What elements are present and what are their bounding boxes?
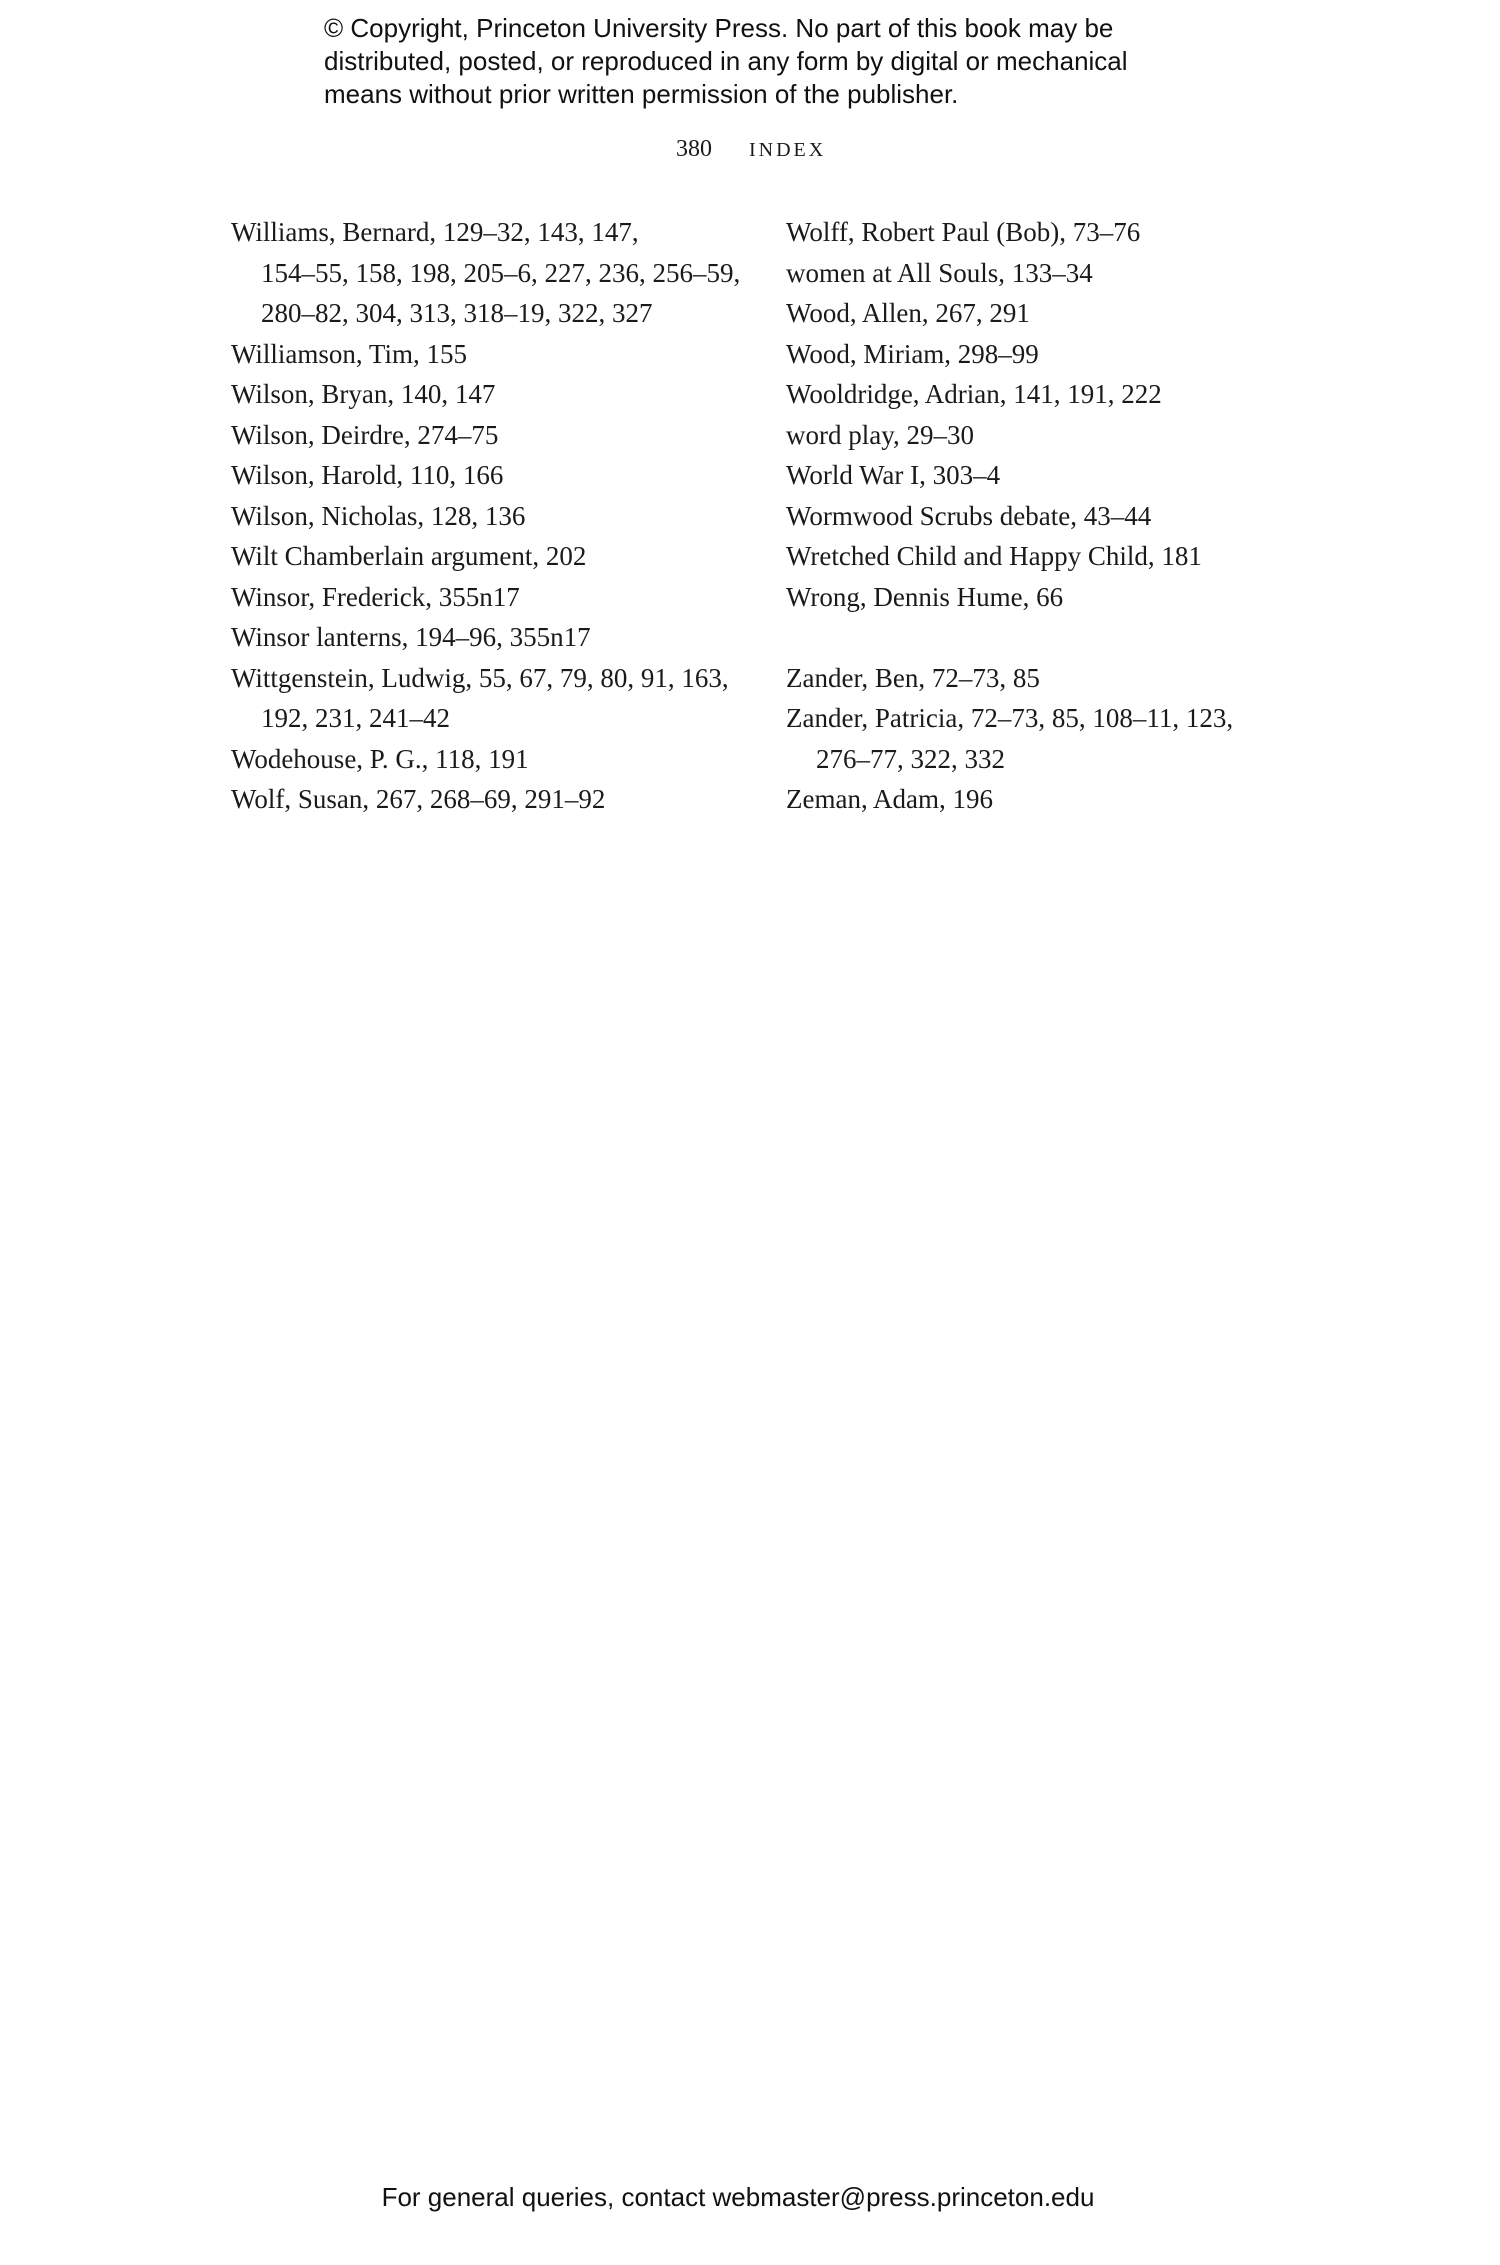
index-entry [786, 577, 1346, 618]
index-entry-continuation: 154–55, 158, 198, 205–6, 227, 236, 256–59, [261, 257, 741, 288]
index-entry-heading: Wilson, Bryan, 140, 147 [231, 379, 496, 409]
index-entry [786, 212, 1346, 253]
index-entry [231, 577, 751, 618]
index-entry [786, 779, 1346, 820]
index-entry-heading: Wooldridge, Adrian, 141, 191, 222 [786, 379, 1162, 409]
index-entry-heading: Wood, Allen, 267, 291 [786, 298, 1030, 328]
index-entry [786, 496, 1346, 537]
index-entry-heading: Williamson, Tim, 155 [231, 338, 467, 369]
index-entry-heading: Wilt Chamberlain argument, 202 [231, 541, 587, 571]
index-entry-heading: Wilson, Nicholas, 128, 136 [231, 500, 526, 531]
index-entry-heading: Wilson, Deirdre, 274–75 [231, 419, 499, 450]
index-entry-heading: Wretched Child and Happy Child, 181 [786, 541, 1202, 571]
index-entry-heading: Wolf, Susan, 267, 268–69, 291–92 [231, 784, 606, 814]
index-entry [231, 739, 751, 780]
copyright-line: distributed, posted, or reproduced in any form by digital or mechanical [324, 46, 1128, 76]
index-entry [786, 536, 1346, 577]
index-entry [231, 415, 751, 456]
index-entry-heading: Zeman, Adam, 196 [786, 784, 993, 814]
index-entry [786, 455, 1346, 496]
index-entry-heading: Wolff, Robert Paul (Bob), 73–76 [786, 217, 1141, 247]
index-entry-heading: Wittgenstein, Ludwig, 55, 67, 79, 80, 91, 163, [231, 662, 729, 693]
index-entry-heading: Zander, Patricia, 72–73, 85, 108–11, 123, [786, 703, 1234, 733]
index-entry-heading: Wodehouse, P. G., 118, 191 [231, 743, 529, 774]
letter-group-gap [786, 617, 1346, 658]
index-entry-heading: word play, 29–30 [786, 419, 974, 450]
index-entry-heading: Wormwood Scrubs debate, 43–44 [786, 500, 1152, 531]
index-entry-heading: Wrong, Dennis Hume, 66 [786, 581, 1064, 612]
index-entry-heading: Winsor lanterns, 194–96, 355n17 [231, 622, 591, 652]
index-entry [786, 253, 1346, 294]
index-entry [231, 779, 751, 820]
index-entry-heading: Wilson, Harold, 110, 166 [231, 460, 504, 490]
index-entry [231, 212, 751, 334]
index-entry [786, 658, 1346, 699]
index-entry [786, 415, 1346, 456]
index-entry [786, 698, 1346, 779]
index-entry [231, 536, 751, 577]
index-entry-heading: Wood, Miriam, 298–99 [786, 338, 1039, 369]
footer-contact: For general queries, contact webmaster@press.princeton.edu [381, 2182, 1095, 2212]
index-entry-heading: World War I, 303–4 [786, 460, 1001, 490]
index-entry [231, 496, 751, 537]
copyright-notice [324, 12, 1224, 111]
index-column-right [786, 212, 1346, 820]
copyright-line: © Copyright, Princeton University Press. No part of this book may be [324, 13, 1114, 43]
copyright-line: means without prior written permission of the publisher. [324, 79, 959, 109]
index-entry-continuation: 280–82, 304, 313, 318–19, 322, 327 [261, 298, 653, 328]
index-entry [786, 374, 1346, 415]
index-entry-heading: Williams, Bernard, 129–32, 143, 147, [231, 217, 639, 247]
index-entry-continuation: 192, 231, 241–42 [261, 703, 450, 733]
page-number: 380 [676, 136, 712, 162]
index-entry [231, 374, 751, 415]
index-entry [786, 334, 1346, 375]
index-entry-continuation: 276–77, 322, 332 [816, 743, 1005, 774]
index-column-left [231, 212, 751, 820]
index-entry [231, 334, 751, 375]
index-entry-heading: Zander, Ben, 72–73, 85 [786, 662, 1040, 693]
index-entry [231, 658, 751, 739]
index-entry [231, 617, 751, 658]
section-title: INDEX [749, 139, 827, 161]
index-entry [786, 293, 1346, 334]
index-entry-heading: women at All Souls, 133–34 [786, 257, 1093, 288]
index-entry-heading: Winsor, Frederick, 355n17 [231, 581, 520, 612]
index-entry [231, 455, 751, 496]
